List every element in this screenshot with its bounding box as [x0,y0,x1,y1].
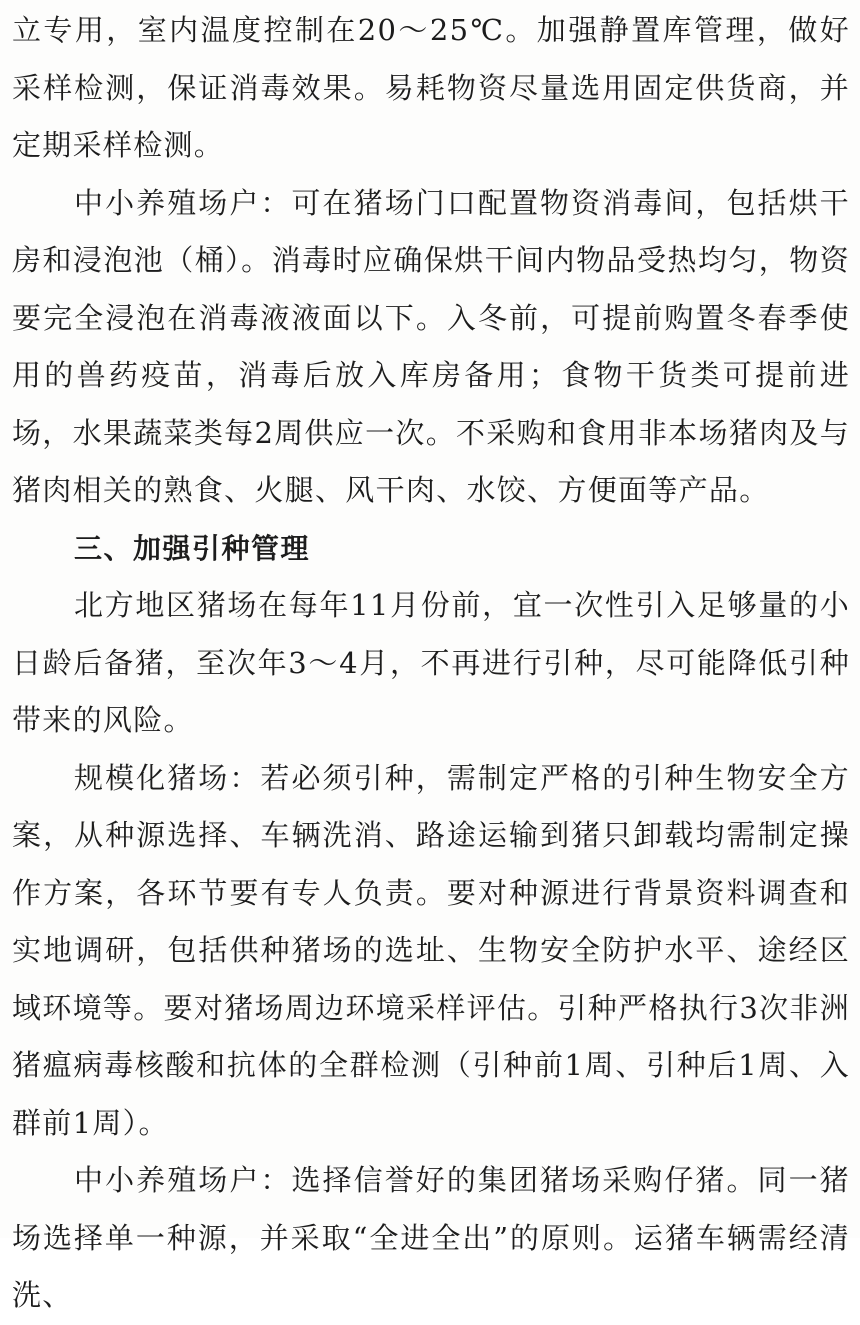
paragraph-continuation: 立专用，室内温度控制在20～25℃。加强静置库管理，做好采样检测，保证消毒效果。易耗物资尽量选用固定供货商，并定期采样检测。 [12,13,850,162]
paragraph-small-farms-disinfection: 中小养殖场户：可在猪场门口配置物资消毒间，包括烘干房和浸泡池（桶）。消毒时应确保烘干间内物品受热均匀，物资要完全浸泡在消毒液液面以下。入冬前，可提前购置冬春季使用的兽药疫苗，消毒后放入库房备用；食物干货类可提前进场，水果蔬菜类每2周供应一次。不采购和食用非本场猪肉及与猪肉相关的熟食、火腿、风干肉、水饺、方便面等产品。 [12,185,850,507]
document-body [12,2,850,1325]
section-heading: 三、加强引种管理 [74,531,311,565]
paragraph-northern-farms: 北方地区猪场在每年11月份前，宜一次性引入足够量的小日龄后备猪，至次年3～4月，不再进行引种，尽可能降低引种带来的风险。 [12,588,850,737]
paragraph-large-farms: 规模化猪场：若必须引种，需制定严格的引种生物安全方案，从种源选择、车辆洗消、路途运输到猪只卸载均需制定操作方案，各环节要有专人负责。要对种源进行背景资料调查和实地调研，包括供种猪场的选址、生物安全防护水平、途经区域环境等。要对猪场周边环境采样评估。引种严格执行3次非洲猪瘟病毒核酸和抗体的全群检测（引种前1周、引种后1周、入群前1周）。 [12,760,850,1140]
paragraph-small-farms-sourcing: 中小养殖场户：选择信誉好的集团猪场采购仔猪。同一猪场选择单一种源，并采取“全进全出”的原则。运猪车辆需经清洗、 [12,1163,850,1312]
